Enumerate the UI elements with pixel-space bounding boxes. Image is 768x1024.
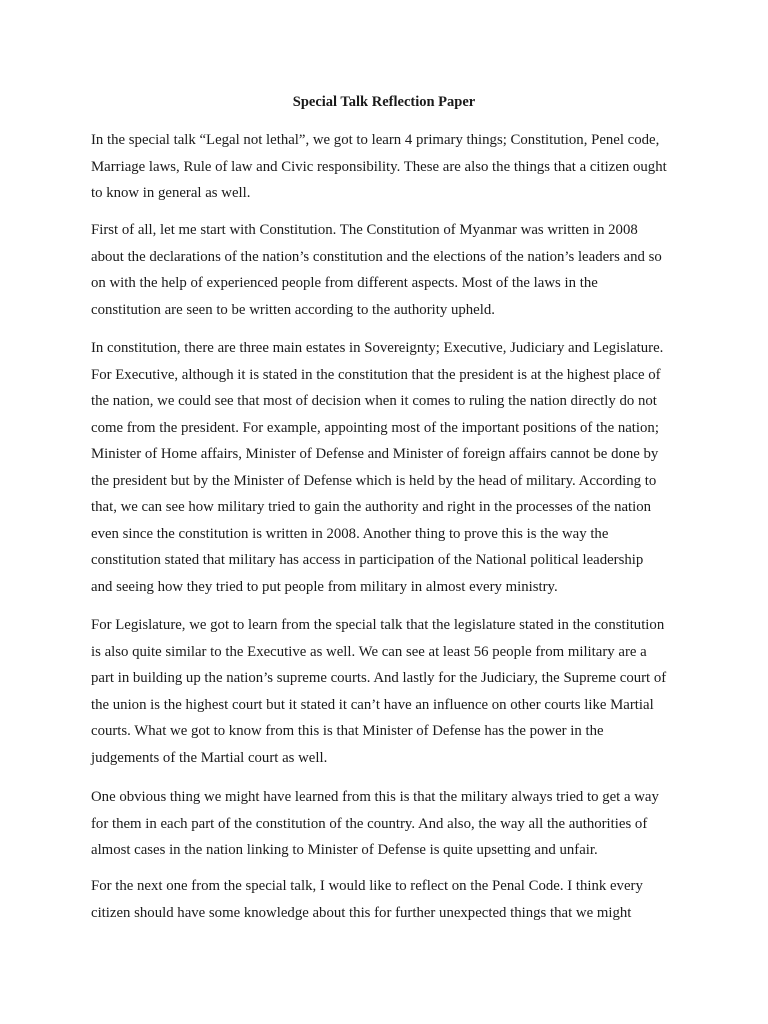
- paragraph-legislature: [91, 612, 681, 771]
- paragraph-constitution: [91, 217, 681, 323]
- text-line: citizen should have some knowledge about this for further unexpected things that we might: [91, 904, 632, 921]
- text-line: constitution are seen to be written according to the authority upheld.: [91, 301, 495, 318]
- text-line: courts. What we got to know from this is that Minister of Defense has the power in the: [91, 723, 604, 739]
- text-line: the president but by the Minister of Defense which is held by the head of military. According to: [91, 472, 657, 489]
- text-line: In the special talk “Legal not lethal”, we got to learn 4 primary things; Constitution, Penel code,: [91, 132, 660, 148]
- text-line: part in building up the nation’s supreme courts. And lastly for the Judiciary, the Supreme court of: [91, 670, 667, 686]
- text-line: For Executive, although it is stated in the constitution that the president is at the highest place of: [91, 366, 661, 383]
- text-line: judgements of the Martial court as well.: [91, 749, 328, 766]
- text-line: come from the president. For example, appointing most of the important positions of the nation;: [91, 419, 659, 436]
- paragraph-penal-code: [91, 873, 681, 926]
- paragraph-military: [91, 784, 681, 864]
- text-line: First of all, let me start with Constitution. The Constitution of Myanmar was written in 2008: [91, 222, 638, 238]
- paragraph-intro: [91, 127, 681, 207]
- text-line: is also quite similar to the Executive as well. We can see at least 56 people from military are a: [91, 643, 647, 660]
- paragraph-executive: [91, 335, 681, 600]
- text-line: the nation, we could see that most of decision when it comes to ruling the nation directly do not: [91, 393, 657, 409]
- text-line: constitution stated that military has access in participation of the National political leadership: [91, 552, 644, 568]
- text-line: In constitution, there are three main estates in Sovereignty; Executive, Judiciary and Legislature.: [91, 340, 664, 356]
- text-line: for them in each part of the constitution of the country. And also, the way all the authorities of: [91, 815, 648, 832]
- text-line: and seeing how they tried to put people from military in almost every ministry.: [91, 578, 558, 595]
- text-line: that, we can see how military tried to gain the authority and right in the processes of the nation: [91, 499, 652, 515]
- document-title: Special Talk Reflection Paper: [292, 94, 476, 110]
- text-line: the union is the highest court but it stated it can’t have an influence on other courts like Martial: [91, 696, 654, 713]
- text-line: almost cases in the nation linking to Minister of Defense is quite upsetting and unfair.: [91, 842, 598, 858]
- text-line: about the declarations of the nation’s constitution and the elections of the nation’s leaders and so: [91, 248, 662, 265]
- text-line: One obvious thing we might have learned from this is that the military always tried to get a way: [91, 789, 659, 805]
- text-line: to know in general as well.: [91, 185, 251, 201]
- text-line: For Legislature, we got to learn from the special talk that the legislature stated in the constitution: [91, 617, 665, 633]
- text-line: on with the help of experienced people from different aspects. Most of the laws in the: [91, 275, 598, 291]
- text-line: Marriage laws, Rule of law and Civic responsibility. These are also the things that a citizen ought: [91, 158, 667, 175]
- text-line: For the next one from the special talk, I would like to reflect on the Penal Code. I think every: [91, 878, 643, 894]
- text-line: Minister of Home affairs, Minister of Defense and Minister of foreign affairs cannot be done by: [91, 446, 659, 462]
- text-line: even since the constitution is written in 2008. Another thing to prove this is the way the: [91, 525, 609, 542]
